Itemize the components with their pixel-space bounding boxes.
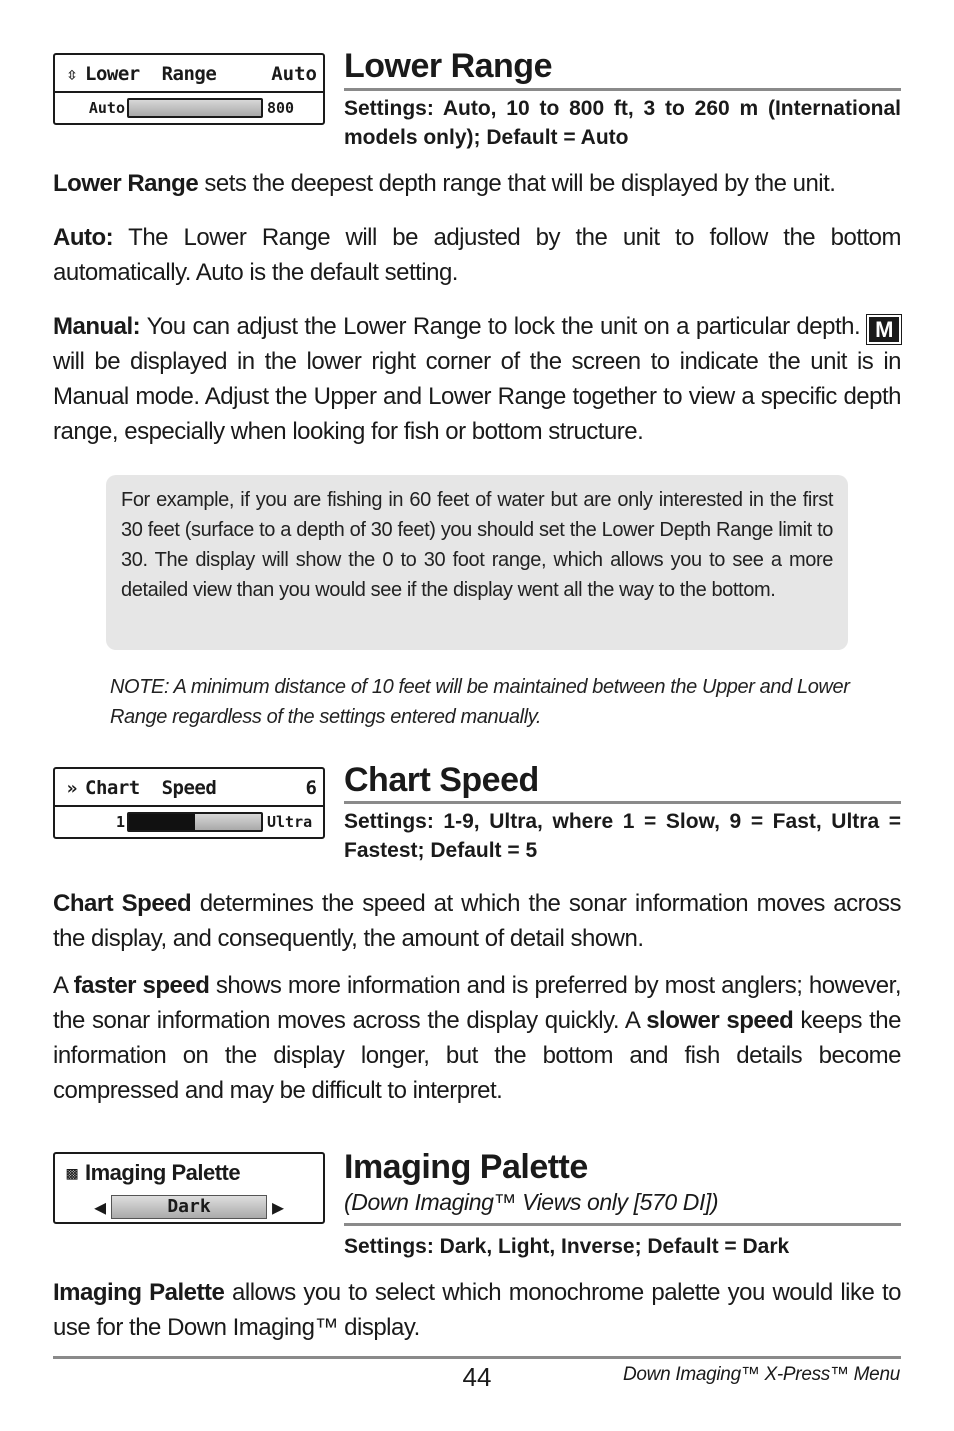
imaging-palette-description	[53, 1275, 901, 1345]
imaging-palette-term: Imaging Palette	[53, 1279, 225, 1306]
chart-speed-slider-min: 1	[115, 813, 125, 831]
chart-speed-settings: Settings: 1-9, Ultra, where 1 = Slow, 9 = Fast, Ultra = Fastest; Default = 5	[344, 810, 901, 862]
chart-speed-heading-rule	[344, 801, 901, 804]
chart-speed-detail-c: keeps the information on the display longer, but the bottom and fish details become compressed and may be difficult to interpret.	[53, 1007, 901, 1104]
example-callout-text: For example, if you are fishing in 60 feet of water but are only interested in the first 30 feet (surface to a depth of 30 feet) you should set the Lower Depth Range limit to 30. The display will show the 0 to 30 foot range, which allows you to see a more detailed view than you would see if the display went all the way to the bottom.	[121, 489, 833, 601]
lower-range-heading-rule	[344, 88, 901, 91]
depth-range-icon: ⇳	[66, 63, 78, 85]
imaging-palette-menu-widget	[53, 1152, 325, 1224]
auto-term: Auto:	[53, 224, 114, 251]
imaging-palette-widget-label: Imaging Palette	[85, 1160, 241, 1185]
lower-range-widget-label: Lower Range	[85, 63, 217, 85]
lower-range-term: Lower Range	[53, 170, 199, 197]
chart-speed-detail	[53, 968, 901, 1108]
manual-paragraph	[53, 309, 901, 449]
imaging-palette-settings: Settings: Dark, Light, Inverse; Default = Dark	[344, 1235, 790, 1258]
chart-speed-slider	[127, 812, 263, 832]
left-arrow-icon: ◀	[93, 1195, 107, 1219]
note-label: NOTE	[110, 676, 164, 698]
lower-range-widget-slider-row	[55, 95, 323, 121]
imaging-palette-icon: ▩	[66, 1162, 78, 1184]
chart-speed-detail-b: shows more information and is preferred by most anglers; however, the sonar information moves across the display quickly. A	[53, 972, 901, 1034]
chart-speed-detail-a: A	[53, 972, 74, 999]
lower-range-widget-value: Auto	[271, 63, 317, 85]
auto-paragraph	[53, 220, 901, 290]
imaging-palette-widget-header	[55, 1156, 323, 1190]
imaging-palette-heading-rule	[344, 1223, 901, 1226]
lower-range-description	[53, 166, 901, 201]
chart-speed-menu-widget	[53, 767, 325, 839]
chart-speed-term: Chart Speed	[53, 890, 192, 917]
imaging-palette-selector	[55, 1192, 323, 1222]
lower-range-settings: Settings: Auto, 10 to 800 ft, 3 to 260 m (International models only); Default = Auto	[344, 97, 901, 149]
chart-speed-icon: »	[66, 777, 78, 799]
lower-range-note	[110, 672, 850, 732]
lower-range-slider	[127, 98, 263, 118]
chart-speed-widget-label: Chart Speed	[85, 777, 217, 799]
chart-speed-description-text: determines the speed at which the sonar information moves across the display, and consequently, the amount of detail shown.	[53, 890, 901, 952]
footer-section-title: Down Imaging™ X-Press™ Menu	[622, 1364, 900, 1385]
right-arrow-icon: ▶	[271, 1195, 285, 1219]
note-text: : A minimum distance of 10 feet will be maintained between the Upper and Lower Range regardless of the settings entered manually.	[110, 676, 850, 728]
chart-speed-heading: Chart Speed	[344, 761, 539, 799]
manual-paragraph-text-b: will be displayed in the lower right corner of the screen to indicate the unit is in Manual mode. Adjust the Upper and Lower Range together to view a specific depth range, especially when looking for fish or bottom structure.	[53, 348, 901, 445]
chart-speed-slider-max: Ultra	[267, 813, 313, 831]
imaging-palette-value: Dark	[111, 1195, 267, 1219]
chart-speed-widget-header	[55, 771, 323, 807]
chart-speed-widget-slider-row	[55, 809, 323, 835]
footer-rule	[53, 1356, 901, 1359]
lower-range-slider-min: Auto	[88, 99, 125, 117]
manual-term: Manual:	[53, 313, 141, 340]
manual-mode-icon: M	[867, 315, 901, 344]
chart-speed-slider-fill	[129, 814, 195, 830]
manual-paragraph-text-a: You can adjust the Lower Range to lock the unit on a particular depth.	[140, 313, 867, 340]
lower-range-heading: Lower Range	[344, 47, 552, 85]
imaging-palette-description-text: allows you to select which monochrome palette you would like to use for the Down Imaging™ display.	[53, 1279, 901, 1341]
chart-speed-description	[53, 886, 901, 956]
lower-range-slider-max: 800	[267, 99, 295, 117]
auto-paragraph-text: The Lower Range will be adjusted by the unit to follow the bottom automatically. Auto is the default setting.	[53, 224, 901, 286]
lower-range-widget-header	[55, 57, 323, 93]
imaging-palette-heading: Imaging Palette	[344, 1148, 588, 1186]
chart-speed-widget-value: 6	[305, 777, 317, 799]
faster-speed-term: faster speed	[73, 972, 210, 999]
lower-range-menu-widget	[53, 53, 325, 125]
imaging-palette-subtitle: (Down Imaging™ Views only [570 DI])	[344, 1189, 719, 1215]
lower-range-description-text: sets the deepest depth range that will be displayed by the unit.	[198, 170, 836, 197]
slower-speed-term: slower speed	[646, 1007, 794, 1034]
page-number: 44	[462, 1362, 492, 1392]
